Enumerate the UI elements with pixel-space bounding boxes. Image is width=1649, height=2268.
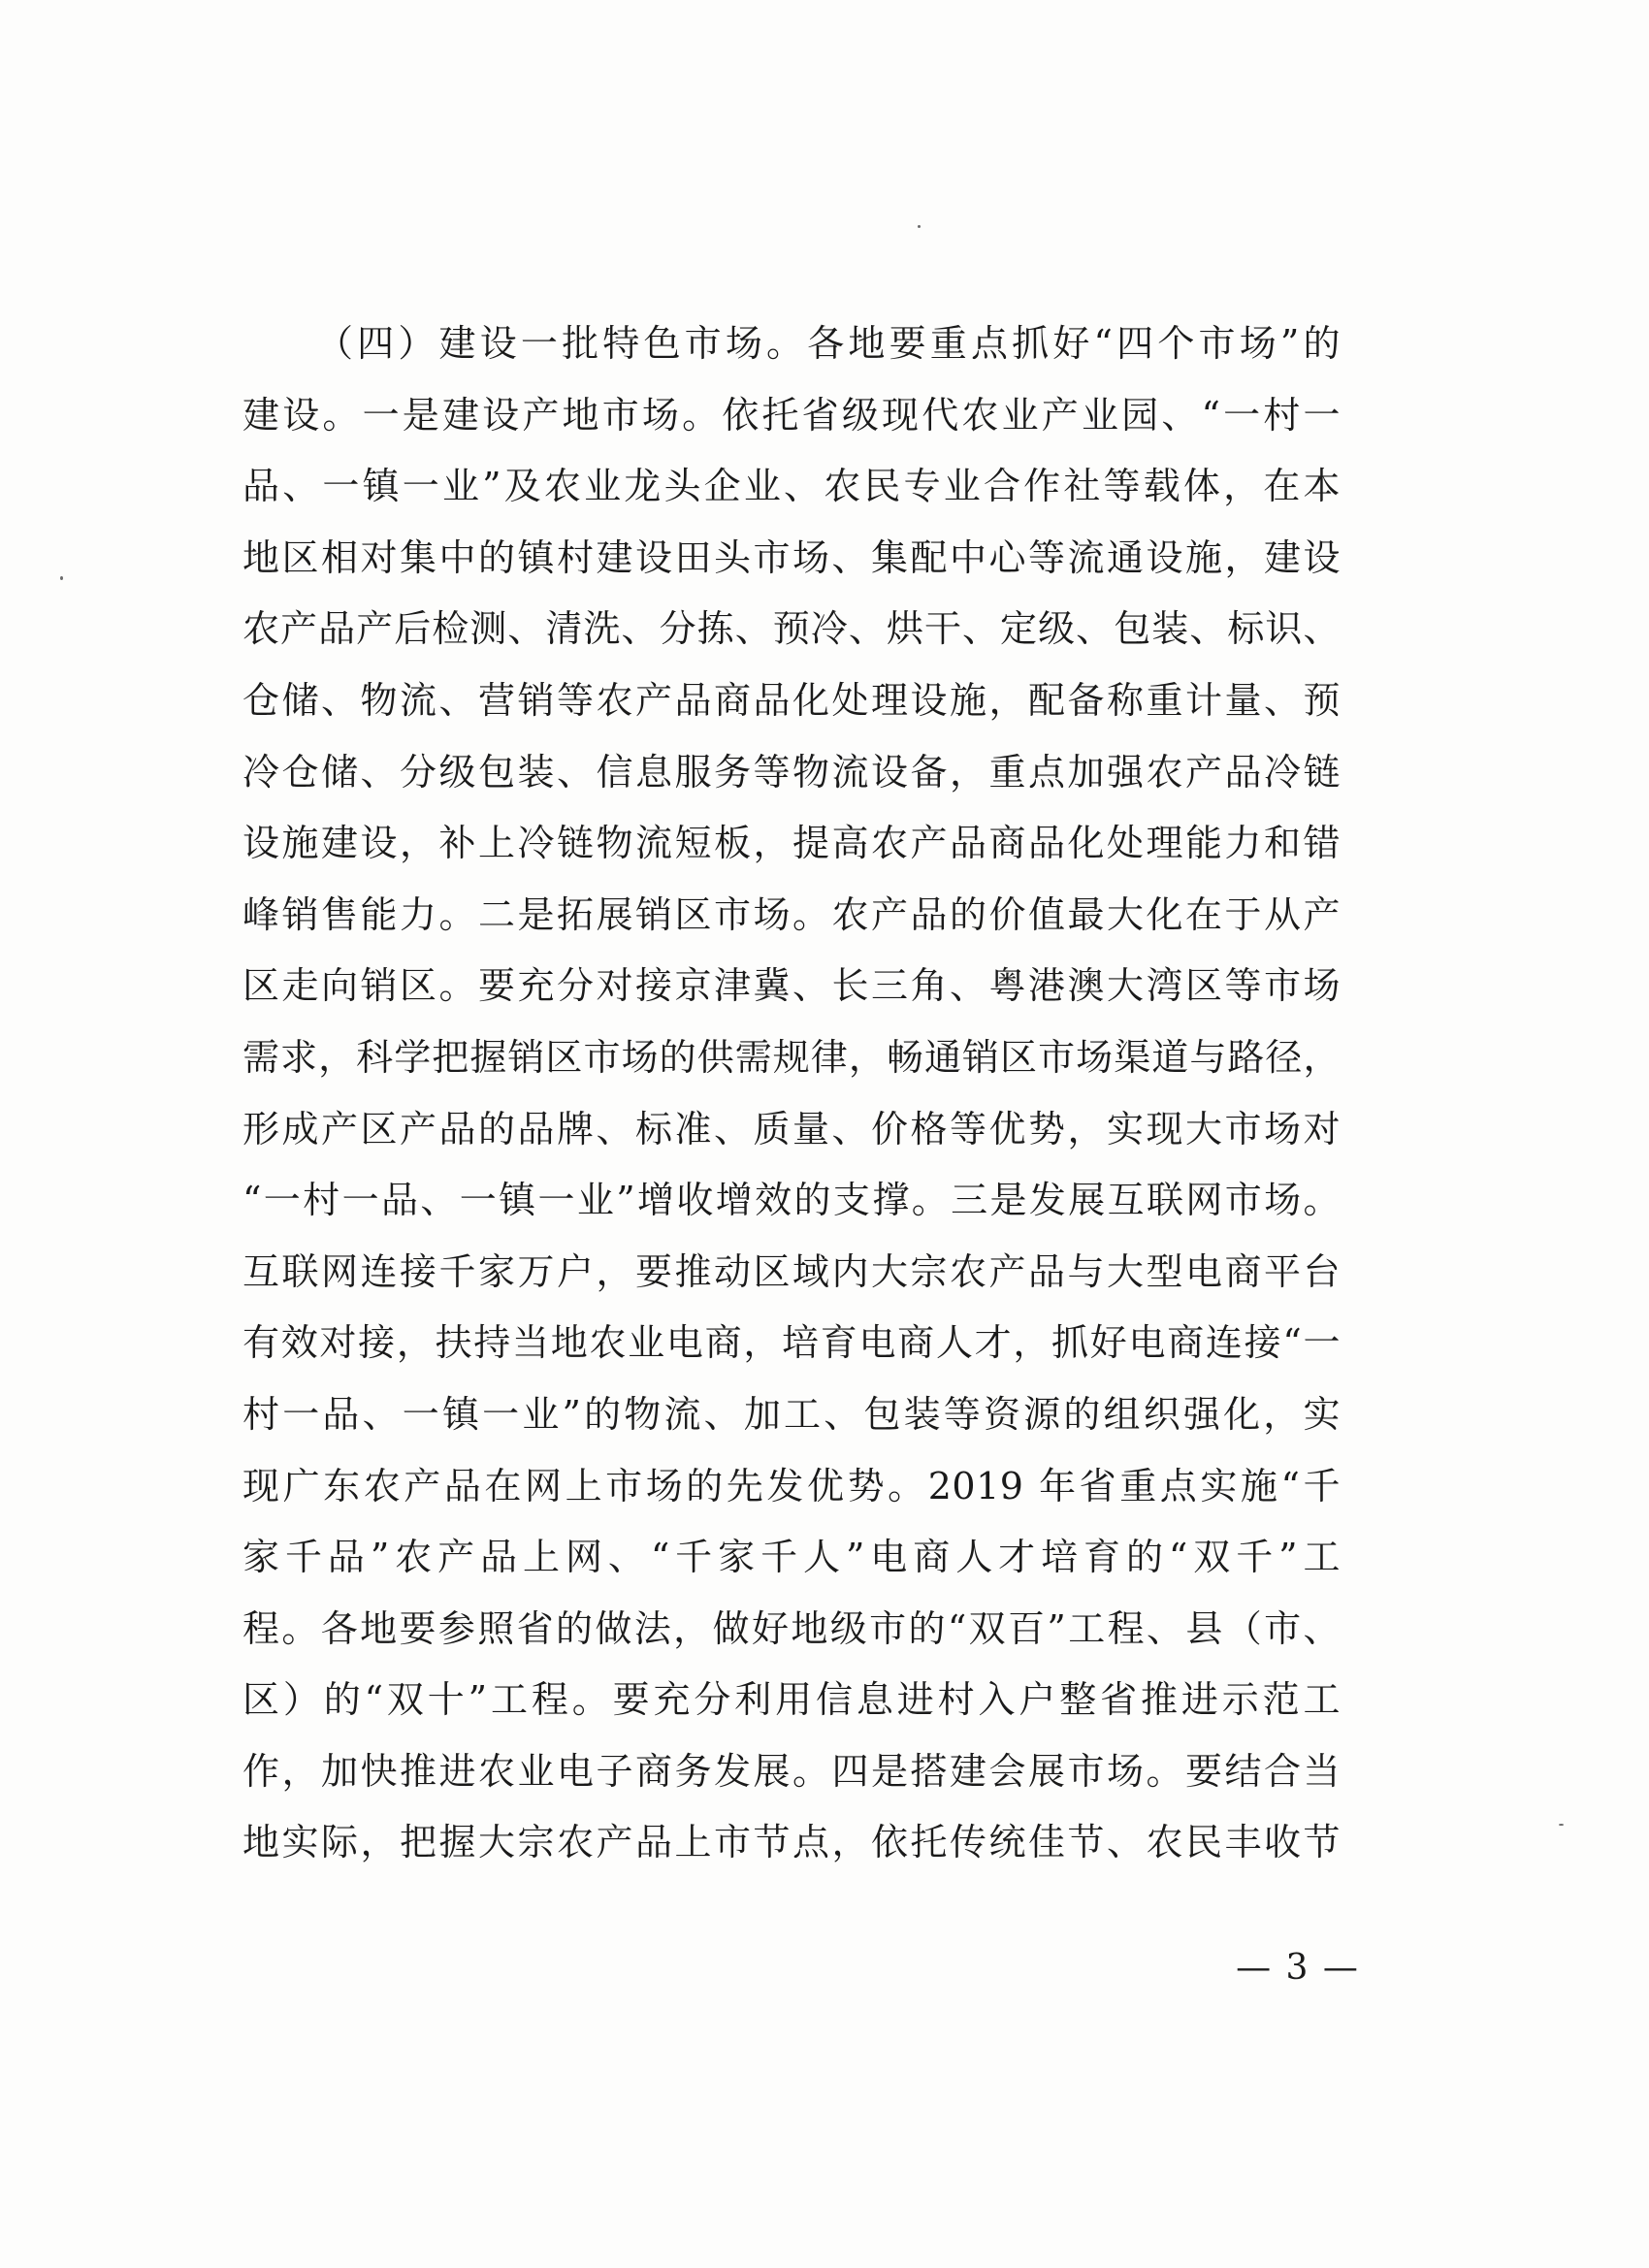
page-number: — 3 — (1236, 1948, 1360, 1988)
text-line: 现广东农产品在网上市场的先发优势。2019 年省重点实施“千 (242, 1464, 1341, 1507)
text-line: 区）的“双十”工程。要充分利用信息进村入户整省推进示范工 (242, 1678, 1341, 1722)
text-line: 互联网连接千家万户，要推动区域内大宗农产品与大型电商平台 (242, 1249, 1341, 1293)
text-line: 仓储、物流、营销等农产品商品化处理设施，配备称重计量、预 (242, 678, 1341, 722)
text-line: 峰销售能力。二是拓展销区市场。农产品的价值最大化在于从产 (242, 892, 1341, 936)
text-line: 地区相对集中的镇村建设田头市场、集配中心等流通设施，建设 (242, 535, 1341, 579)
text-line: 农产品产后检测、清洗、分拣、预冷、烘干、定级、包装、标识、 (242, 607, 1341, 651)
text-line: 有效对接，扶持当地农业电商，培育电商人才，抓好电商连接“一 (242, 1321, 1341, 1365)
scan-speck (918, 225, 921, 228)
text-line: “一村一品、一镇一业”增收增效的支撑。三是发展互联网市场。 (242, 1179, 1341, 1222)
text-line: 作，加快推进农业电子商务发展。四是搭建会展市场。要结合当 (242, 1749, 1341, 1793)
scan-speck (1559, 1824, 1564, 1826)
text-line: 需求，科学把握销区市场的供需规律，畅通销区市场渠道与路径， (242, 1035, 1341, 1079)
text-line: 冷仓储、分级包装、信息服务等物流设备，重点加强农产品冷链 (242, 750, 1341, 794)
text-line: 村一品、一镇一业”的物流、加工、包装等资源的组织强化，实 (242, 1392, 1341, 1436)
text-line: 区走向销区。要充分对接京津冀、长三角、粤港澳大湾区等市场 (242, 964, 1341, 1008)
text-line: 形成产区产品的品牌、标准、质量、价格等优势，实现大市场对 (242, 1107, 1341, 1150)
text-line: 建设。一是建设产地市场。依托省级现代农业产业园、“一村一 (242, 393, 1341, 437)
text-line: 程。各地要参照省的做法，做好地级市的“双百”工程、县（市、 (242, 1606, 1341, 1650)
text-line: 设施建设，补上冷链物流短板，提高农产品商品化处理能力和错 (242, 822, 1341, 865)
body-paragraph (242, 308, 1341, 1879)
scan-speck (60, 576, 63, 580)
text-line: （四）建设一批特色市场。各地要重点抓好“四个市场”的 (316, 322, 1341, 365)
text-line: 家千品”农产品上网、“千家千人”电商人才培育的“双千”工 (242, 1536, 1341, 1579)
text-line: 地实际，把握大宗农产品上市节点，依托传统佳节、农民丰收节 (242, 1821, 1341, 1864)
text-line: 品、一镇一业”及农业龙头企业、农民专业合作社等载体，在本 (242, 465, 1341, 508)
